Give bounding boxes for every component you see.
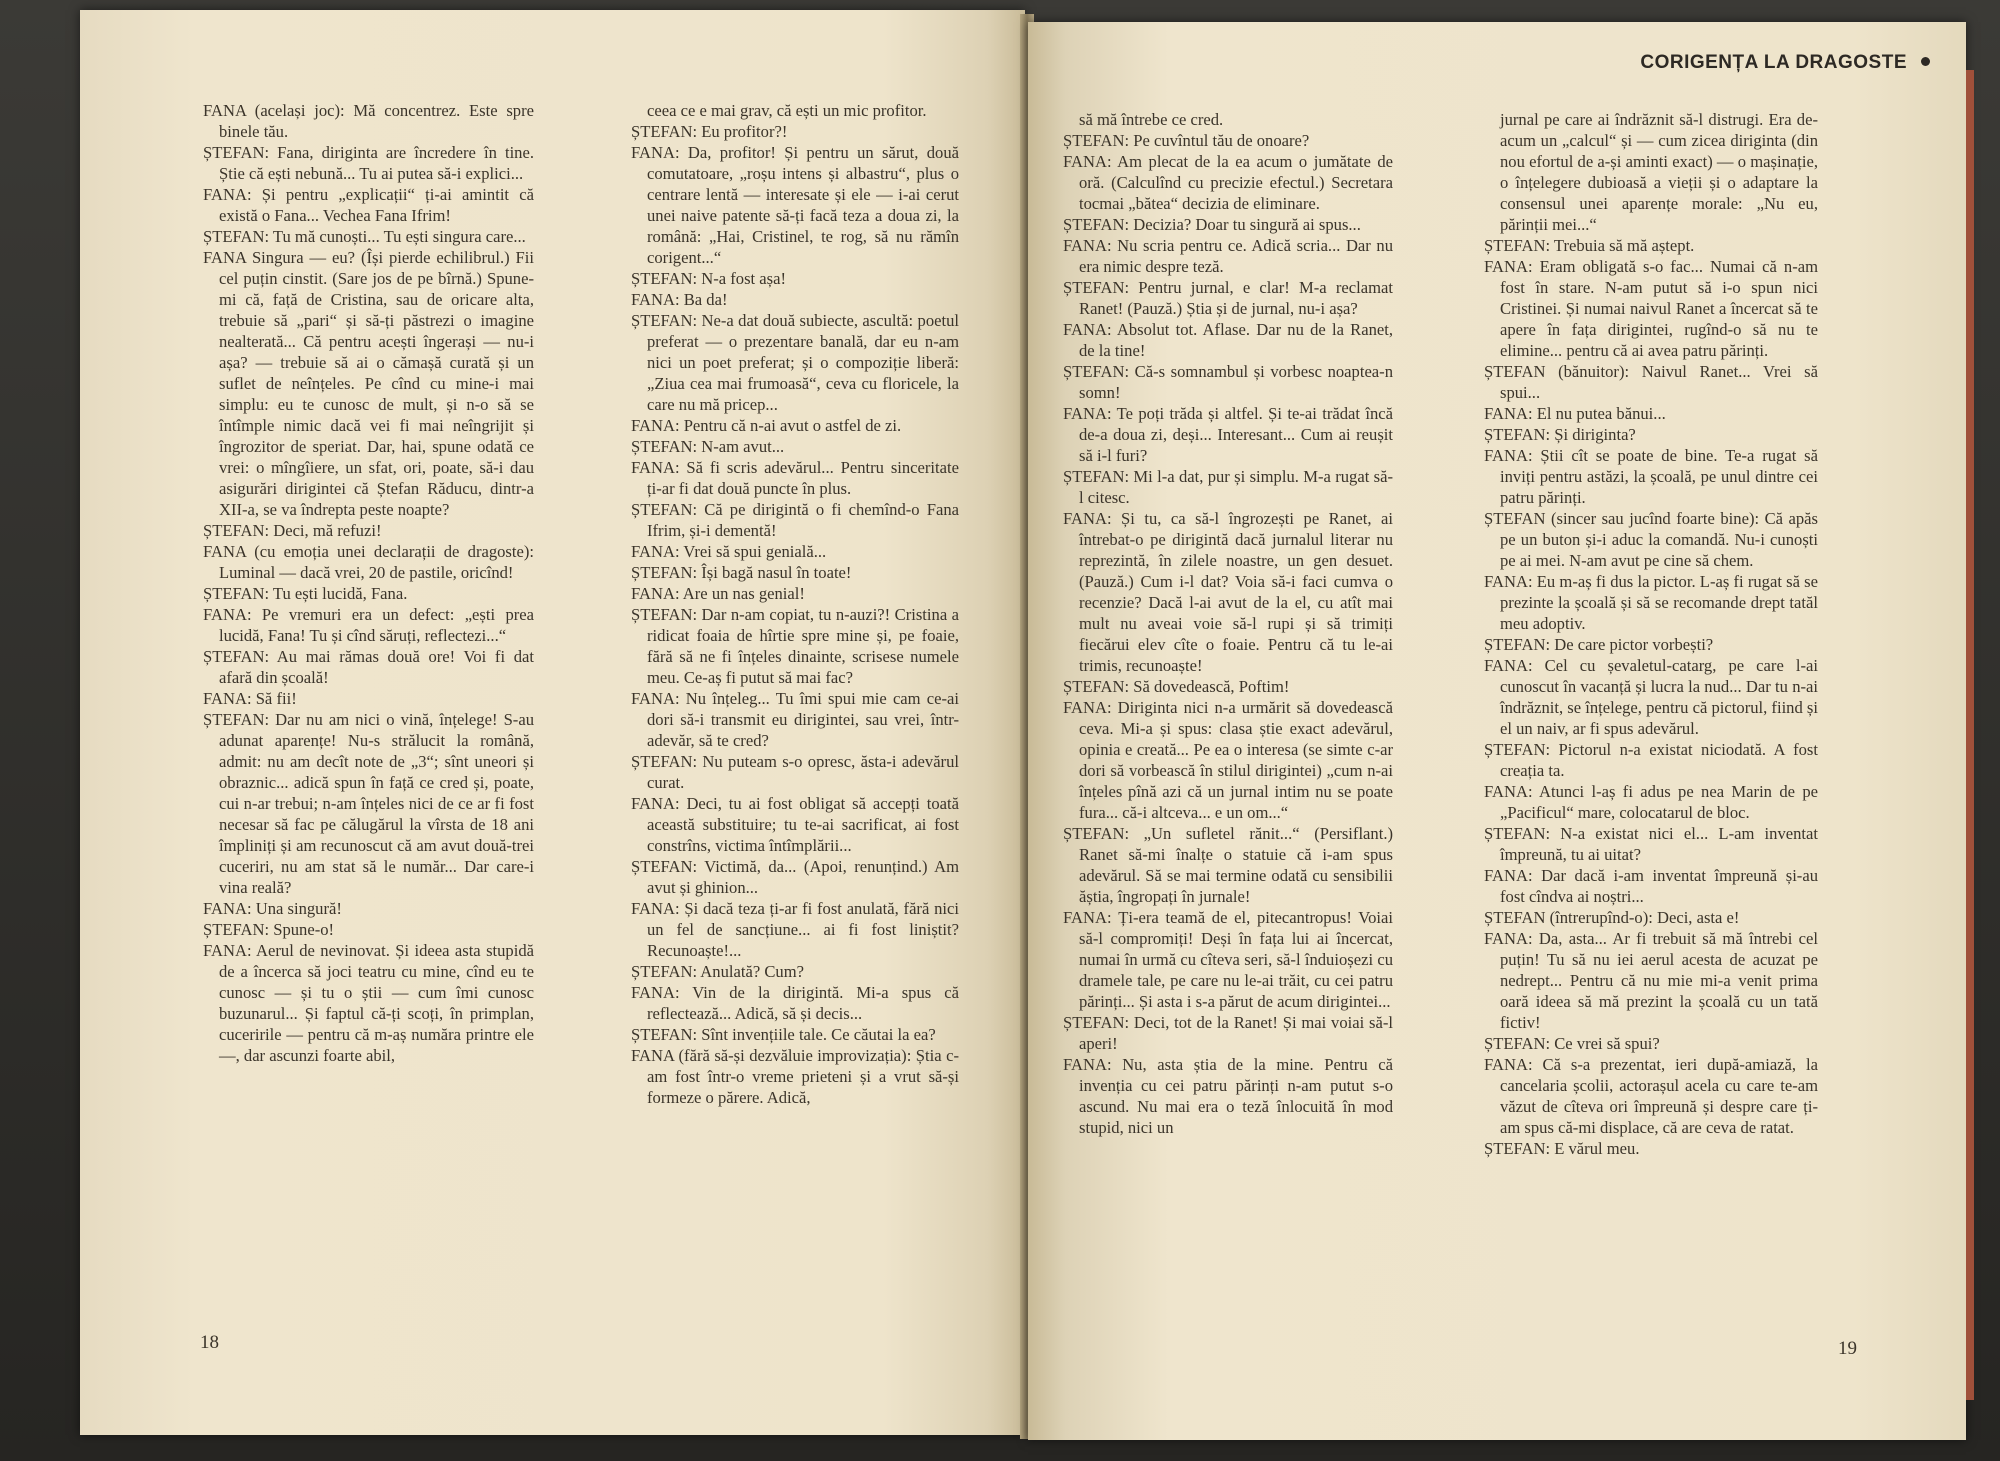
dialogue-paragraph: FANA: Are un nas genial!: [631, 584, 805, 603]
dialogue-paragraph: FANA: Vin de la dirigintă. Mi-a spus că reflectează... Adică, să și decis...: [631, 983, 959, 1023]
dialogue-paragraph: ȘTEFAN: Decizia? Doar tu singură ai spus...: [1063, 215, 1361, 234]
dialogue-paragraph: FANA: Absolut tot. Aflase. Dar nu de la Ranet, de la tine!: [1063, 320, 1393, 360]
right-page: [1028, 22, 1966, 1440]
dialogue-paragraph: ȘTEFAN: Tu ești lucidă, Fana.: [203, 584, 408, 603]
dialogue-paragraph: FANA: Ba da!: [631, 290, 728, 309]
dialogue-paragraph: ȘTEFAN: Ce vrei să spui?: [1484, 1034, 1660, 1053]
dialogue-paragraph: ȘTEFAN: Au mai rămas două ore! Voi fi dat afară din școală!: [203, 647, 534, 687]
dialogue-paragraph: ȘTEFAN: Că-s somnambul și vorbesc noaptea-n somn!: [1063, 362, 1393, 402]
dialogue-paragraph: FANA: Da, profitor! Și pentru un sărut, două comutatoare, „roșu intens și albastru“, plus o centrare lentă — interesate și ele — i-ai cerut unei naive patente să-ți facă teza a doua zi, la română: „Hai, Cristinel, te rog, să nu rămîn corigent...“: [631, 143, 959, 267]
dialogue-paragraph: FANA: Eram obligată s-o fac... Numai că n-am fost în stare. N-am putut să i-o spun nici Cristinei. Și numai naivul Ranet a încercat să te apere în fața dirigintei, rugînd-o să nu te elimine... pentru că ai avea patru părinți.: [1484, 257, 1818, 360]
dialogue-paragraph: FANA: Vrei să spui genială...: [631, 542, 827, 561]
dialogue-paragraph: ȘTEFAN: Ne-a dat două subiecte, ascultă: poetul preferat — o prezentare banală, dar eu n-am nici un poet preferat; și o compoziție liberă: „Ziua cea mai frumoasă“, ceva cu floricele, la care nu mă pricep...: [631, 311, 959, 414]
dialogue-paragraph: FANA: Și dacă teza ți-ar fi fost anulată, fără nici un fel de sancțiune... ai fi fost liniștit? Recunoaște!...: [631, 899, 959, 960]
dialogue-paragraph: ceea ce e mai grav, că ești un mic profitor.: [647, 101, 927, 120]
dialogue-paragraph: ȘTEFAN (bănuitor): Naivul Ranet... Vrei să spui...: [1484, 362, 1818, 402]
text-column-1: [203, 100, 534, 1066]
dialogue-paragraph: ȘTEFAN: Să dovedească, Poftim!: [1063, 677, 1290, 696]
dialogue-paragraph: FANA: Atunci l-aș fi adus pe nea Marin de pe „Pacificul“ mare, colocatarul de bloc.: [1484, 782, 1818, 822]
dialogue-paragraph: ȘTEFAN: Deci, mă refuzi!: [203, 521, 382, 540]
dialogue-paragraph: FANA: Da, asta... Ar fi trebuit să mă întrebi cel puțin! Tu să nu iei aerul acesta de acuzat pe nedrept... Pentru că nu mie mi-a venit prima oară ideea să mă prezint la școală cu un tată fictiv!: [1484, 929, 1818, 1032]
dialogue-paragraph: ȘTEFAN: Dar n-am copiat, tu n-auzi?! Cristina a ridicat foaia de hîrtie spre mine și, pe foaie, fără să ne fi înțeles dinainte, scrisese numele meu. Ce-aș fi putut să mai fac?: [631, 605, 959, 687]
dialogue-paragraph: ȘTEFAN: Fana, diriginta are încredere în tine. Știe că ești nebună... Tu ai putea să-i explici...: [203, 143, 534, 183]
running-header: [1550, 52, 1930, 74]
dialogue-paragraph: ȘTEFAN: Trebuia să mă aștept.: [1484, 236, 1695, 255]
text-column-2: [631, 100, 959, 1108]
dialogue-paragraph: ȘTEFAN: Sînt invențiile tale. Ce căutai la ea?: [631, 1025, 936, 1044]
dialogue-paragraph: ȘTEFAN: Pentru jurnal, e clar! M-a reclamat Ranet! (Pauză.) Știa și de jurnal, nu-i așa?: [1063, 278, 1393, 318]
dialogue-paragraph: FANA: Să fii!: [203, 689, 297, 708]
dialogue-paragraph: FANA: Pe vremuri era un defect: „ești prea lucidă, Fana! Tu și cînd săruți, reflectezi...“: [203, 605, 534, 645]
dialogue-paragraph: ȘTEFAN: Pe cuvîntul tău de onoare?: [1063, 131, 1310, 150]
dialogue-paragraph: FANA (fără să-și dezvăluie improvizația): Știa c-am fost într-o vreme prieteni și a vrut să-și formeze o părere. Adică,: [631, 1046, 959, 1107]
dialogue-paragraph: FANA: Ți-era teamă de el, pitecantropus! Voiai să-l compromiți! Deși în fața lui ai încercat, numai în urmă cu cîteva seri, să-l înduioșezi cu dramele tale, pe care nu le-ai trăit, cu cei patru părinți... Și asta i s-a părut de acum dirigintei...: [1063, 908, 1393, 1011]
dialogue-paragraph: ȘTEFAN: N-a fost așa!: [631, 269, 786, 288]
dialogue-paragraph: să mă întrebe ce cred.: [1079, 110, 1224, 129]
dialogue-paragraph: FANA: Pentru că n-ai avut o astfel de zi.: [631, 416, 902, 435]
dialogue-paragraph: ȘTEFAN: Anulată? Cum?: [631, 962, 804, 981]
dialogue-paragraph: FANA: Te poți trăda și altfel. Și te-ai trădat încă de-a doua zi, deși... Interesant... Cum ai reușit să i-l furi?: [1063, 404, 1393, 465]
running-header-title: CORIGENȚA LA DRAGOSTE: [1640, 52, 1907, 73]
dialogue-paragraph: ȘTEFAN: De care pictor vorbești?: [1484, 635, 1714, 654]
dialogue-paragraph: FANA: Și pentru „explicații“ ți-ai amintit că există o Fana... Vechea Fana Ifrim!: [203, 185, 534, 225]
bullet-icon: [1921, 57, 1930, 66]
dialogue-paragraph: FANA: Nu, asta știa de la mine. Pentru că invenția cu cei patru părinți n-am putut s-o ascund. Nu mai era o teză înlocuită în mod stupid, nici un: [1063, 1055, 1393, 1137]
dialogue-paragraph: FANA: Nu scria pentru ce. Adică scria... Dar nu era nimic despre teză.: [1063, 236, 1393, 276]
dialogue-paragraph: FANA: Diriginta nici n-a urmărit să dovedească ceva. Mi-a și spus: clasa știe exact adevărul, opinia e creată... Pe ea o interesa (se simte c-ar dori să vorbească în stilul dirigintei) „cum n-ai înțeles pînă azi că un jurnal intim nu se poate fura... că-i altceva... e un om...“: [1063, 698, 1393, 822]
dialogue-paragraph: ȘTEFAN: „Un sufletel rănit...“ (Persiflant.) Ranet să-mi înalțe o statuie că i-am spus adevărul. Să se mai termine odată cu sensibilii ăștia, îngropați în jurnale!: [1063, 824, 1393, 906]
dialogue-paragraph: ȘTEFAN: Victimă, da... (Apoi, renunțind.) Am avut și ghinion...: [631, 857, 959, 897]
dialogue-paragraph: FANA: Am plecat de la ea acum o jumătate de oră. (Calculînd cu precizie efectul.) Secretara tocmai „bătea“ decizia de eliminare.: [1063, 152, 1393, 213]
dialogue-paragraph: ȘTEFAN (întrerupînd-o): Deci, asta e!: [1484, 908, 1740, 927]
text-column-3: [1063, 109, 1393, 1138]
dialogue-paragraph: FANA Singura — eu? (Își pierde echilibrul.) Fii cel puțin cinstit. (Sare jos de pe bîrnă.) Spune-mi că, față de Cristina, sau de oricare alta, trebuie să „pari“ și să-ți păstrezi o imagine nealterată... Că pentru acești îngerași — nu-i așa? — trebuie să ai o cămașă curată și un suflet de neînțeles. Pe cînd cu mine-i mai simplu: eu te cunosc de mult, și n-o să se întîmple nimic dacă vei fi mai neîngrijit și îngrozitor de speriat. Dar, hai, spune odată ce vrei: o mîngîiere, un sfat, ori, poate, să-i dau asigurări dirigintei că Ștefan Răducu, dintr-a XII-a, se va îndrepta peste noapte?: [203, 248, 534, 519]
dialogue-paragraph: ȘTEFAN: N-am avut...: [631, 437, 785, 456]
dialogue-paragraph: ȘTEFAN: Spune-o!: [203, 920, 335, 939]
dialogue-paragraph: ȘTEFAN: Eu profitor?!: [631, 122, 788, 141]
dialogue-paragraph: jurnal pe care ai îndrăznit să-l distrugi. Era de-acum un „calcul“ și — cum zicea diriginta (din nou efortul de a-și aminti exact) — o mașinație, o înțelegere dubioasă a vieții și o adaptare la consensul unei aparențe morale: „Nu eu, părinții mei...“: [1500, 110, 1818, 234]
dialogue-paragraph: FANA (cu emoția unei declarații de dragoste): Luminal — dacă vrei, 20 de pastile, oricînd!: [203, 542, 534, 582]
dialogue-paragraph: FANA: Știi cît se poate de bine. Te-a rugat să inviți pentru astăzi, la școală, pe unul dintre cei patru părinți.: [1484, 446, 1818, 507]
dialogue-paragraph: FANA: Nu înțeleg... Tu îmi spui mie cam ce-ai dori să-i transmit eu dirigintei, sau vrei, într-adevăr, să te cred?: [631, 689, 959, 750]
dialogue-paragraph: ȘTEFAN: Dar nu am nici o vină, înțelege! S-au adunat aparențe! Nu-s strălucit la română, admit: nu am decît note de „3“; sînt uneori și obraznic... adică spun în față ce cred și, poate, cui n-ar trebui; n-am înțeles nici de ce ar fi fost necesar să fac pe călugărul la vîrsta de 18 ani împliniți și am recunoscut că am avut două-trei cuceriri, nu am stat să le număr... Dar care-i vina reală?: [203, 710, 534, 897]
left-page: [80, 10, 1025, 1435]
dialogue-paragraph: ȘTEFAN: Pictorul n-a existat niciodată. A fost creația ta.: [1484, 740, 1818, 780]
dialogue-paragraph: FANA: Că s-a prezentat, ieri după-amiază, la cancelaria școlii, actorașul acela cu care te-am văzut de cîteva ori împreună și despre care ți-am spus că-mi displace, că are ceva de ratat.: [1484, 1055, 1818, 1137]
dialogue-paragraph: FANA: Una singură!: [203, 899, 342, 918]
dialogue-paragraph: FANA: Eu m-aș fi dus la pictor. L-aș fi rugat să se prezinte la școală și să se recomande drept tatăl meu adoptiv.: [1484, 572, 1818, 633]
dialogue-paragraph: ȘTEFAN: E vărul meu.: [1484, 1139, 1640, 1158]
dialogue-paragraph: FANA: Și tu, ca să-l îngrozești pe Ranet, ai întrebat-o pe dirigintă dacă jurnalul literar nu reprezintă, în zilele noastre, un gen desuet. (Pauză.) Cum i-l dat? Voia să-i faci cumva o recenzie? Dacă l-ai avut de la el, cu atît mai mult nu aveai voie să-l rupi și să trimiți fiecărui elev cîte o foaie. Pentru că tu le-ai trimis, recunoaște!: [1063, 509, 1393, 675]
dialogue-paragraph: ȘTEFAN: Tu mă cunoști... Tu ești singura care...: [203, 227, 526, 246]
dialogue-paragraph: ȘTEFAN: Mi l-a dat, pur și simplu. M-a rugat să-l citesc.: [1063, 467, 1393, 507]
dialogue-paragraph: FANA (același joc): Mă concentrez. Este spre binele tău.: [203, 101, 534, 141]
dialogue-paragraph: ȘTEFAN: Și diriginta?: [1484, 425, 1636, 444]
page-number-right: 19: [1838, 1338, 1857, 1359]
dialogue-paragraph: FANA: Cel cu șevaletul-catarg, pe care l-ai cunoscut în vacanță și lucra la nud... Dar tu n-ai îndrăznit, se înțelege, pentru că pictorul, fiind și el un naiv, ar fi spus adevărul.: [1484, 656, 1818, 738]
dialogue-paragraph: FANA: Deci, tu ai fost obligat să accepți toată această substituire; tu te-ai sacrificat, ai fost constrîns, victima întîmplării...: [631, 794, 959, 855]
dialogue-paragraph: ȘTEFAN: Nu puteam s-o opresc, ăsta-i adevărul curat.: [631, 752, 959, 792]
dialogue-paragraph: ȘTEFAN: Deci, tot de la Ranet! Și mai voiai să-l aperi!: [1063, 1013, 1393, 1053]
book-edge: [1966, 70, 1974, 1400]
dialogue-paragraph: FANA: Să fi scris adevărul... Pentru sinceritate ți-ar fi dat două puncte în plus.: [631, 458, 959, 498]
dialogue-paragraph: FANA: El nu putea bănui...: [1484, 404, 1666, 423]
dialogue-paragraph: FANA: Aerul de nevinovat. Și ideea asta stupidă de a încerca să joci teatru cu mine, cînd eu te cunosc — și tu o știi — cum îmi cunosc buzunarul... Și faptul că-ți scoți, în primplan, cuceririle — pentru că m-aș număra printre ele —, dar ascunzi foarte abil,: [203, 941, 534, 1065]
dialogue-paragraph: ȘTEFAN (sincer sau jucînd foarte bine): Că apăs pe un buton și-i aduc la comandă. Nu-i cunoști pe ai mei. N-am avut pe cine să chem.: [1484, 509, 1818, 570]
page-number-left: 18: [200, 1332, 219, 1353]
dialogue-paragraph: ȘTEFAN: N-a existat nici el... L-am inventat împreună, tu ai uitat?: [1484, 824, 1818, 864]
dialogue-paragraph: ȘTEFAN: Își bagă nasul în toate!: [631, 563, 852, 582]
dialogue-paragraph: FANA: Dar dacă i-am inventat împreună și-au fost cîndva ai noștri...: [1484, 866, 1818, 906]
text-column-4: [1484, 109, 1818, 1159]
dialogue-paragraph: ȘTEFAN: Că pe dirigintă o fi chemînd-o Fana Ifrim, și-i dementă!: [631, 500, 959, 540]
